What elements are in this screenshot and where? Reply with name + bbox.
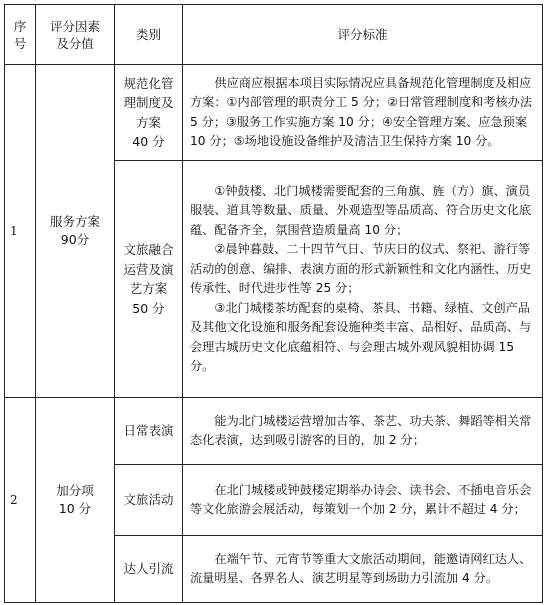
standard-paragraph: ②晨钟暮鼓、二十四节气日、节庆日的仪式、祭祀、游行等活动的创意、编排、表演方面的形式新颖性和文化内涵性、历史传承性、时代进步性等 25 分； <box>190 242 532 295</box>
standard-paragraph: ①钟鼓楼、北门城楼需要配套的三角旗、旌（方）旗、演员服装、道具等数量、质量、外观造型等品质高、符合历史文化底蕴、配备齐全，氛围营造质量高 10 分； <box>190 183 532 237</box>
header-seq: 序 号 <box>5 5 36 65</box>
standard-paragraph: 在北门城楼或钟鼓楼定期举办诗会、读书会、不插电音乐会等文化旅游会展活动，每策划一个加 2 分，累计不超过 4 分； <box>190 482 532 516</box>
factor-cell: 加分项 10 分 <box>36 398 115 603</box>
category-cell: 文旅活动 <box>115 465 183 536</box>
row-number: 2 <box>5 398 36 603</box>
header-row <box>5 5 543 65</box>
standard-cell <box>183 465 543 536</box>
scoring-table <box>4 4 543 603</box>
standard-paragraph: ③北门城楼茶坊配套的桌椅、茶具、书籍、绿植、文创产品及其他文化设施和服务配套设施种类丰富、品相好、品质高、与会理古城历史文化底蕴相符、与会理古城外观风貌相协调 15 分。 <box>190 300 532 373</box>
header-category: 类别 <box>115 5 183 65</box>
standard-cell <box>183 398 543 465</box>
category-cell: 文旅融合 运营及演 艺方案 50 分 <box>115 161 183 398</box>
header-factor: 评分因素 及分值 <box>36 5 115 65</box>
standard-cell <box>183 536 543 603</box>
table-row <box>5 398 543 465</box>
header-standard: 评分标准 <box>183 5 543 65</box>
standard-paragraph: 供应商应根据本项目实际情况应具备规范化管理制度及相应方案：①内部管理的职责分工 5 分；②日常管理制度和考核办法 5 分；③服务工作实施方案 10 分；④安全管理方案、应急预案 10 分；⑤场地设施设备维护及清洁卫生保持方案 10 分。 <box>190 75 533 148</box>
table-row <box>5 65 543 161</box>
factor-cell: 服务方案 90分 <box>36 65 115 398</box>
category-cell: 达人引流 <box>115 536 183 603</box>
category-cell: 规范化管 理制度及 方案 40 分 <box>115 65 183 161</box>
category-cell: 日常表演 <box>115 398 183 465</box>
standard-cell <box>183 161 543 398</box>
standard-paragraph: 能为北门城楼运营增加古筝、茶艺、功夫茶、舞蹈等相关常态化表演，达到吸引游客的目的，加 2 分； <box>190 413 532 447</box>
standard-paragraph: 在端午节、元宵节等重大文旅活动期间，能邀请网红达人、流量明星、各界名人、演艺明星等到场助力引流加 4 分。 <box>190 551 532 585</box>
row-number: 1 <box>5 65 36 398</box>
standard-cell <box>183 65 543 161</box>
